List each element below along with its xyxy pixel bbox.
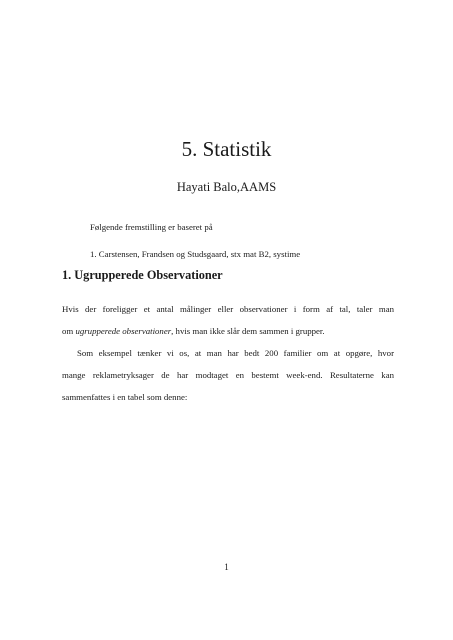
paragraph-2 [62,342,394,408]
page-number: 1 [224,562,229,572]
author-name: Hayati Balo,AAMS [176,180,277,194]
paragraph-1-line-2-pre: om [62,326,76,336]
paragraph-2-line-1: Som eksempel tænker vi os, at man har bedt 200 familier om at opgøre, hvor [77,348,394,358]
paragraph-2-line-3: sammenfattes i en tabel som denne: [62,392,188,402]
reference-text: 1. Carstensen, Frandsen og Studsgaard, stx mat B2, systime [90,249,301,259]
emphasis-term: ugrupperede observationer [75,326,172,336]
paragraph-1-line-1: Hvis der foreligger et antal målinger eller observationer i form af tal, taler man [62,304,394,314]
paragraph-1-line-2 [62,320,394,342]
section-heading: 1. Ugrupperede Observationer [62,268,223,282]
intro-text: Følgende fremstilling er baseret på [90,222,213,232]
paragraph-2-line-2: mange reklametryksager de har modtaget en bestemt week-end. Resultaterne kan [62,370,394,380]
paragraph-1-line-2-post: , hvis man ikke slår dem sammen i grupper. [171,326,325,336]
page-title: 5. Statistik [181,137,272,161]
paragraph-1 [62,298,394,342]
